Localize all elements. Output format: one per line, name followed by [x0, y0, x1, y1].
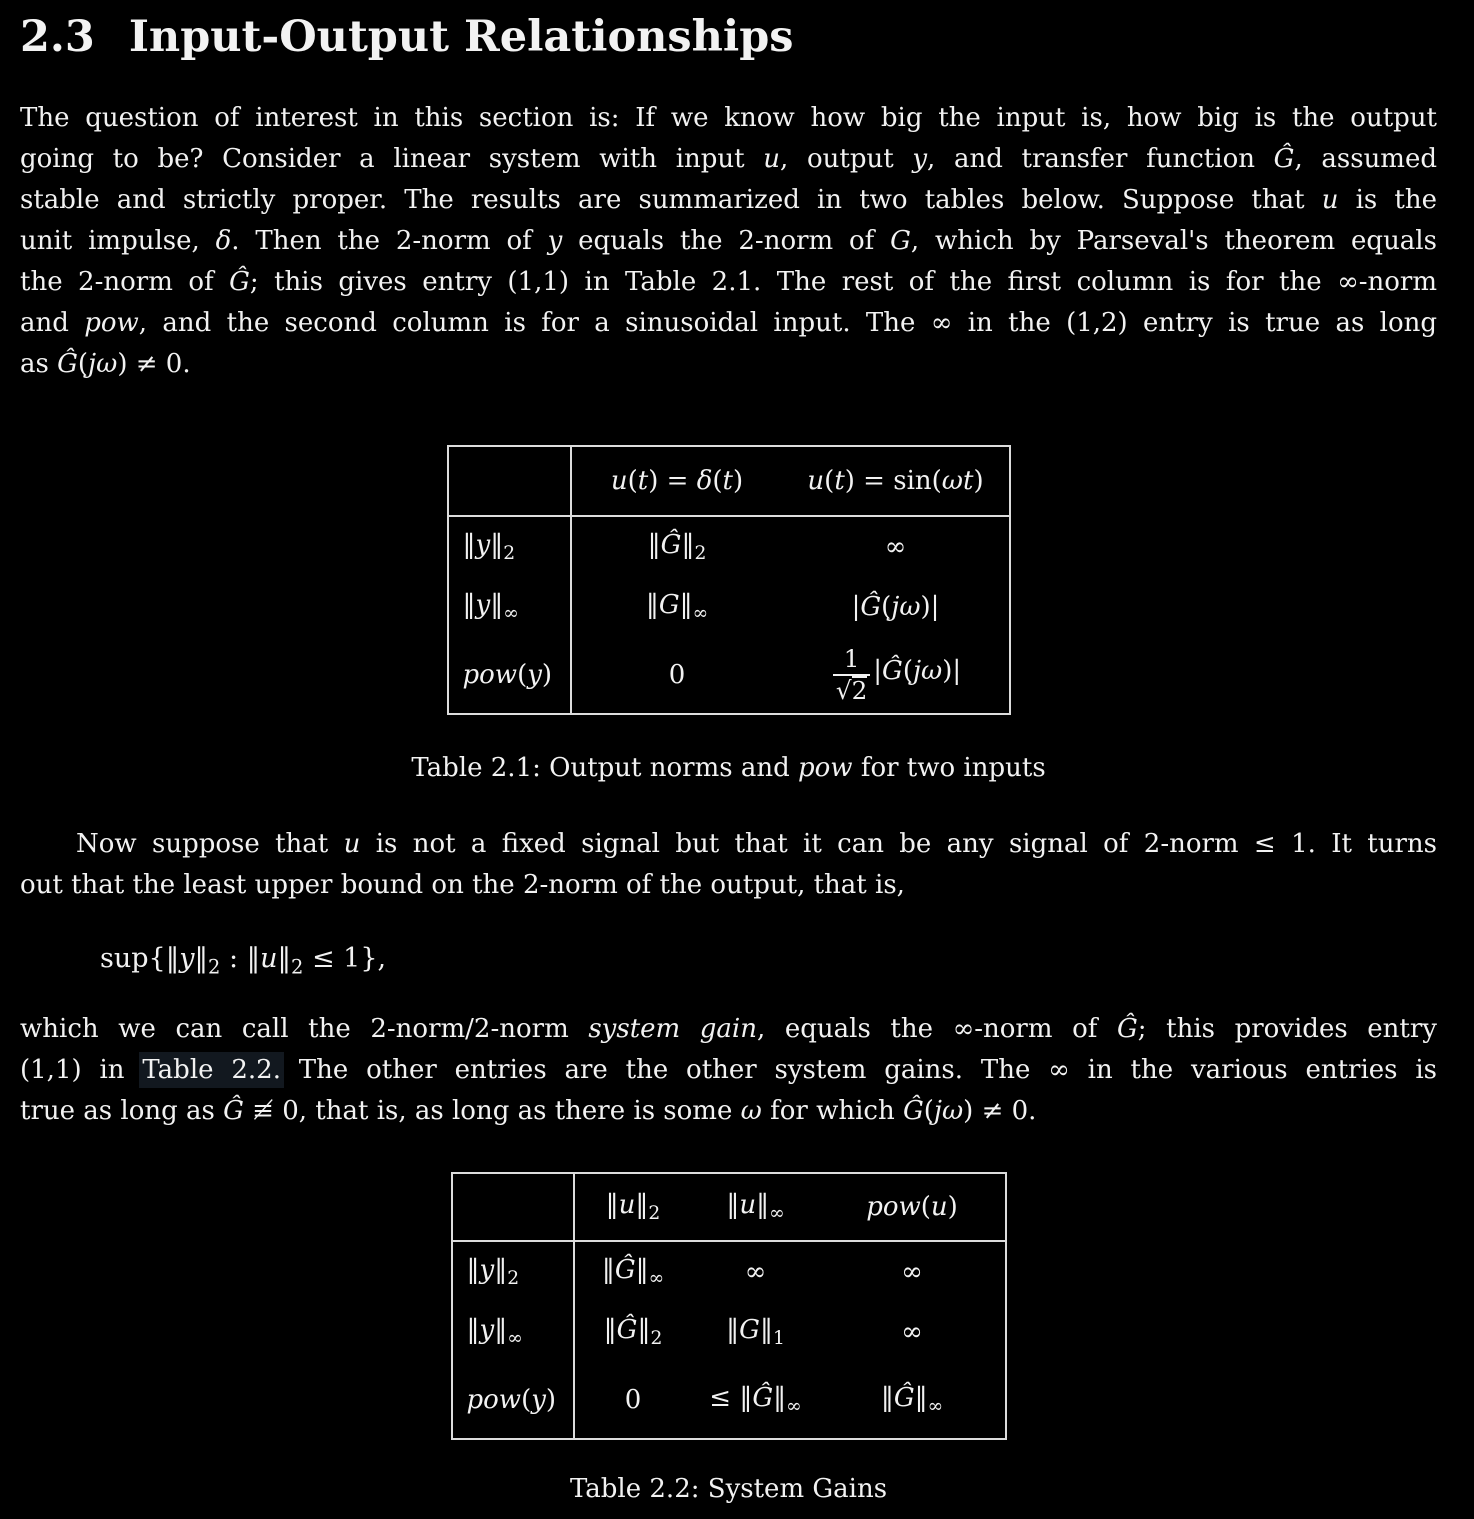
paragraph-2	[20, 824, 1437, 906]
paragraph-1	[20, 98, 1437, 385]
table-cell: |Ĝ(jω)|	[851, 592, 940, 622]
table-row	[452, 1362, 1006, 1439]
row-label: $‖y‖_\infty$	[448, 577, 571, 637]
corner-cell	[448, 446, 571, 516]
table-cell: $‖G‖_\infty$	[645, 589, 709, 625]
table-header-row	[452, 1173, 1006, 1241]
table-2-1-wrapper	[20, 445, 1437, 715]
text-line: (1,1) in Table 2.2. The other entries are the other system gains. The ∞ in the various entries is	[20, 1055, 1437, 1086]
table-row	[452, 1241, 1006, 1302]
table-2-2	[451, 1172, 1007, 1440]
section-heading	[20, 12, 1437, 62]
text-line: as Ĝ(jω) ≠ 0.	[20, 349, 191, 379]
column-header: $‖u‖_\infty$	[692, 1173, 820, 1241]
text-line: Now suppose that u is not a fixed signal but that it can be any signal of 2-norm ≤ 1. It turns	[76, 829, 1437, 859]
table-cell: $‖Ĝ‖_2$	[647, 529, 707, 565]
table-2-2-link[interactable]: Table 2.2.	[142, 1055, 281, 1086]
section-title: Input-Output Relationships	[128, 12, 794, 62]
table-row	[448, 516, 1010, 577]
section-number: 2.3	[20, 12, 95, 62]
table-cell: $‖Ĝ‖_\infty$	[880, 1383, 944, 1418]
column-header: u(t) = δ(t)	[571, 446, 783, 516]
table-row	[448, 577, 1010, 637]
table-cell: ∞	[901, 1257, 923, 1288]
table-cell: $‖Ĝ‖_2$	[603, 1315, 663, 1350]
text-line: going to be? Consider a linear system with input u, output y, and transfer function Ĝ, assumed	[20, 144, 1437, 174]
text-line: the 2-norm of Ĝ; this gives entry (1,1) in Table 2.1. The rest of the first column is for the ∞-norm	[20, 267, 1437, 297]
row-label: $‖y‖_\infty$	[452, 1302, 574, 1362]
corner-cell	[452, 1173, 574, 1241]
table-2-2-wrapper	[20, 1172, 1437, 1440]
text-line: stable and strictly proper. The results are summarized in two tables below. Suppose that u is the	[20, 185, 1437, 215]
row-label: pow(y)	[452, 1362, 574, 1439]
text-line: out that the least upper bound on the 2-norm of the output, that is,	[20, 870, 905, 900]
table-cell: 0	[668, 660, 686, 690]
text-line: unit impulse, δ. Then the 2-norm of y equals the 2-norm of G, which by Parseval's theorem equals	[20, 226, 1437, 256]
paragraph-3	[20, 1009, 1437, 1132]
table-row	[448, 637, 1010, 714]
table-2-2-caption: Table 2.2: System Gains	[569, 1474, 888, 1505]
table-cell: ∞	[901, 1317, 923, 1348]
table-cell: ∞	[744, 1257, 767, 1288]
table-2-1-caption: Table 2.1: Output norms and pow for two inputs	[411, 753, 1046, 783]
text-line: which we can call the 2-norm/2-norm system gain, equals the ∞-norm of Ĝ; this provides entry	[20, 1014, 1437, 1045]
display-formula: $sup\{‖y‖_2$ : $‖u‖_2 \le 1$},	[100, 943, 387, 979]
fraction: $\frac{1}{√2}$	[833, 645, 870, 705]
text-line: and pow, and the second column is for a sinusoidal input. The ∞ in the (1,2) entry is true as long	[20, 308, 1437, 338]
row-label: $‖y‖_2$	[448, 516, 571, 577]
column-header: pow(u)	[820, 1173, 1006, 1241]
table-cell: ∞	[884, 532, 907, 562]
table-cell: $‖G‖_1$	[726, 1315, 785, 1350]
column-header: $‖u‖_2$	[574, 1173, 692, 1241]
row-label: $‖y‖_2$	[452, 1241, 574, 1302]
table-cell: ≤ $‖Ĝ‖_\infty$	[709, 1383, 802, 1418]
column-header: u(t) = sin(ωt)	[783, 446, 1010, 516]
table-header-row	[448, 446, 1010, 516]
table-cell: $‖Ĝ‖_\infty$	[601, 1255, 665, 1290]
text-line: true as long as Ĝ ≢ 0, that is, as long as there is some ω for which Ĝ(jω) ≠ 0.	[20, 1096, 1037, 1127]
row-label: pow(y)	[448, 637, 571, 714]
text-line: The question of interest in this section is: If we know how big the input is, how big is the output	[20, 103, 1437, 133]
table-cell: $\frac{1}{√2}$ |Ĝ(jω)|	[783, 637, 1010, 714]
table-row	[452, 1302, 1006, 1362]
table-2-1	[447, 445, 1011, 715]
table-cell: 0	[624, 1385, 642, 1416]
